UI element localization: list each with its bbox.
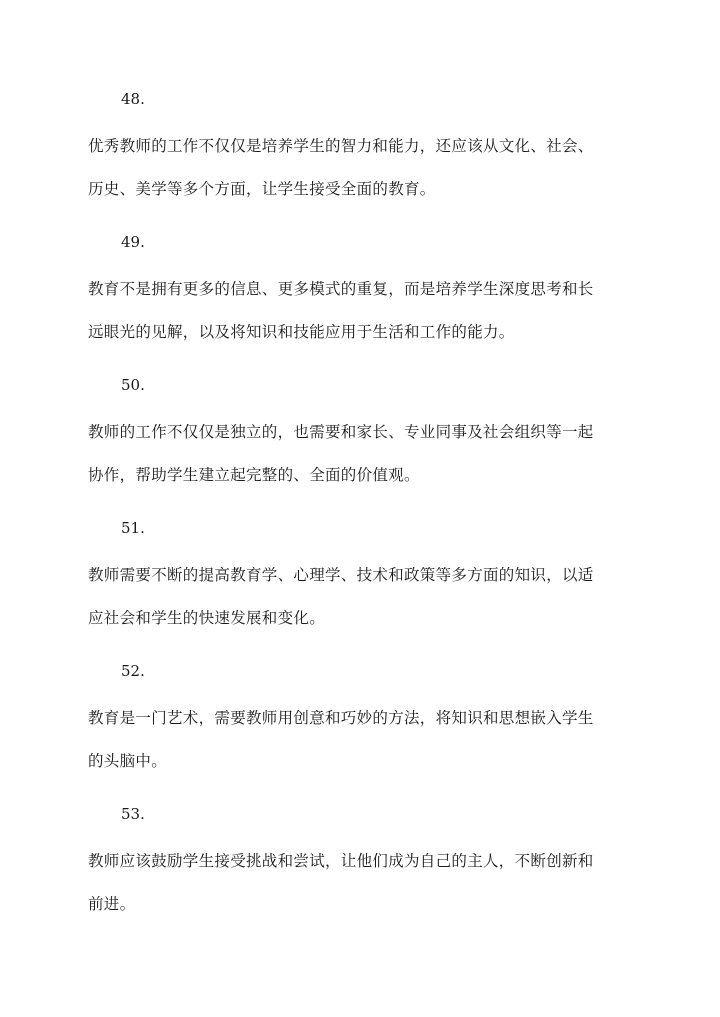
entry-paragraph bbox=[88, 697, 648, 783]
paragraph-line: 远眼光的见解，以及将知识和技能应用于生活和工作的能力。 bbox=[88, 323, 515, 341]
entry-paragraph bbox=[88, 554, 648, 640]
paragraph-line: 历史、美学等多个方面，让学生接受全面的教育。 bbox=[88, 180, 436, 198]
entry-number: 53. bbox=[121, 805, 145, 823]
entry-paragraph bbox=[88, 125, 648, 211]
paragraph-line: 教师需要不断的提高教育学、心理学、技术和政策等多方面的知识，以适 bbox=[88, 566, 594, 584]
entry-paragraph bbox=[88, 268, 648, 354]
entry-number: 48. bbox=[121, 90, 145, 108]
entry-paragraph bbox=[88, 411, 648, 497]
entry-number: 52. bbox=[121, 662, 145, 680]
paragraph-line: 应社会和学生的快速发展和变化。 bbox=[88, 609, 326, 627]
paragraph-line: 教育不是拥有更多的信息、更多模式的重复，而是培养学生深度思考和长 bbox=[88, 280, 594, 298]
entry-number: 51. bbox=[121, 519, 145, 537]
paragraph-line: 教师的工作不仅仅是独立的，也需要和家长、专业同事及社会组织等一起 bbox=[88, 423, 594, 441]
entry-number: 49. bbox=[121, 233, 145, 251]
paragraph-line: 教育是一门艺术，需要教师用创意和巧妙的方法，将知识和思想嵌入学生 bbox=[88, 709, 594, 727]
paragraph-line: 的头脑中。 bbox=[88, 752, 168, 770]
paragraph-line: 协作，帮助学生建立起完整的、全面的价值观。 bbox=[88, 466, 420, 484]
paragraph-line: 前进。 bbox=[88, 895, 136, 913]
entry-number: 50. bbox=[121, 376, 145, 394]
paragraph-line: 优秀教师的工作不仅仅是培养学生的智力和能力，还应该从文化、社会、 bbox=[88, 137, 594, 155]
paragraph-line: 教师应该鼓励学生接受挑战和尝试，让他们成为自己的主人，不断创新和 bbox=[88, 852, 594, 870]
entry-paragraph bbox=[88, 840, 648, 926]
